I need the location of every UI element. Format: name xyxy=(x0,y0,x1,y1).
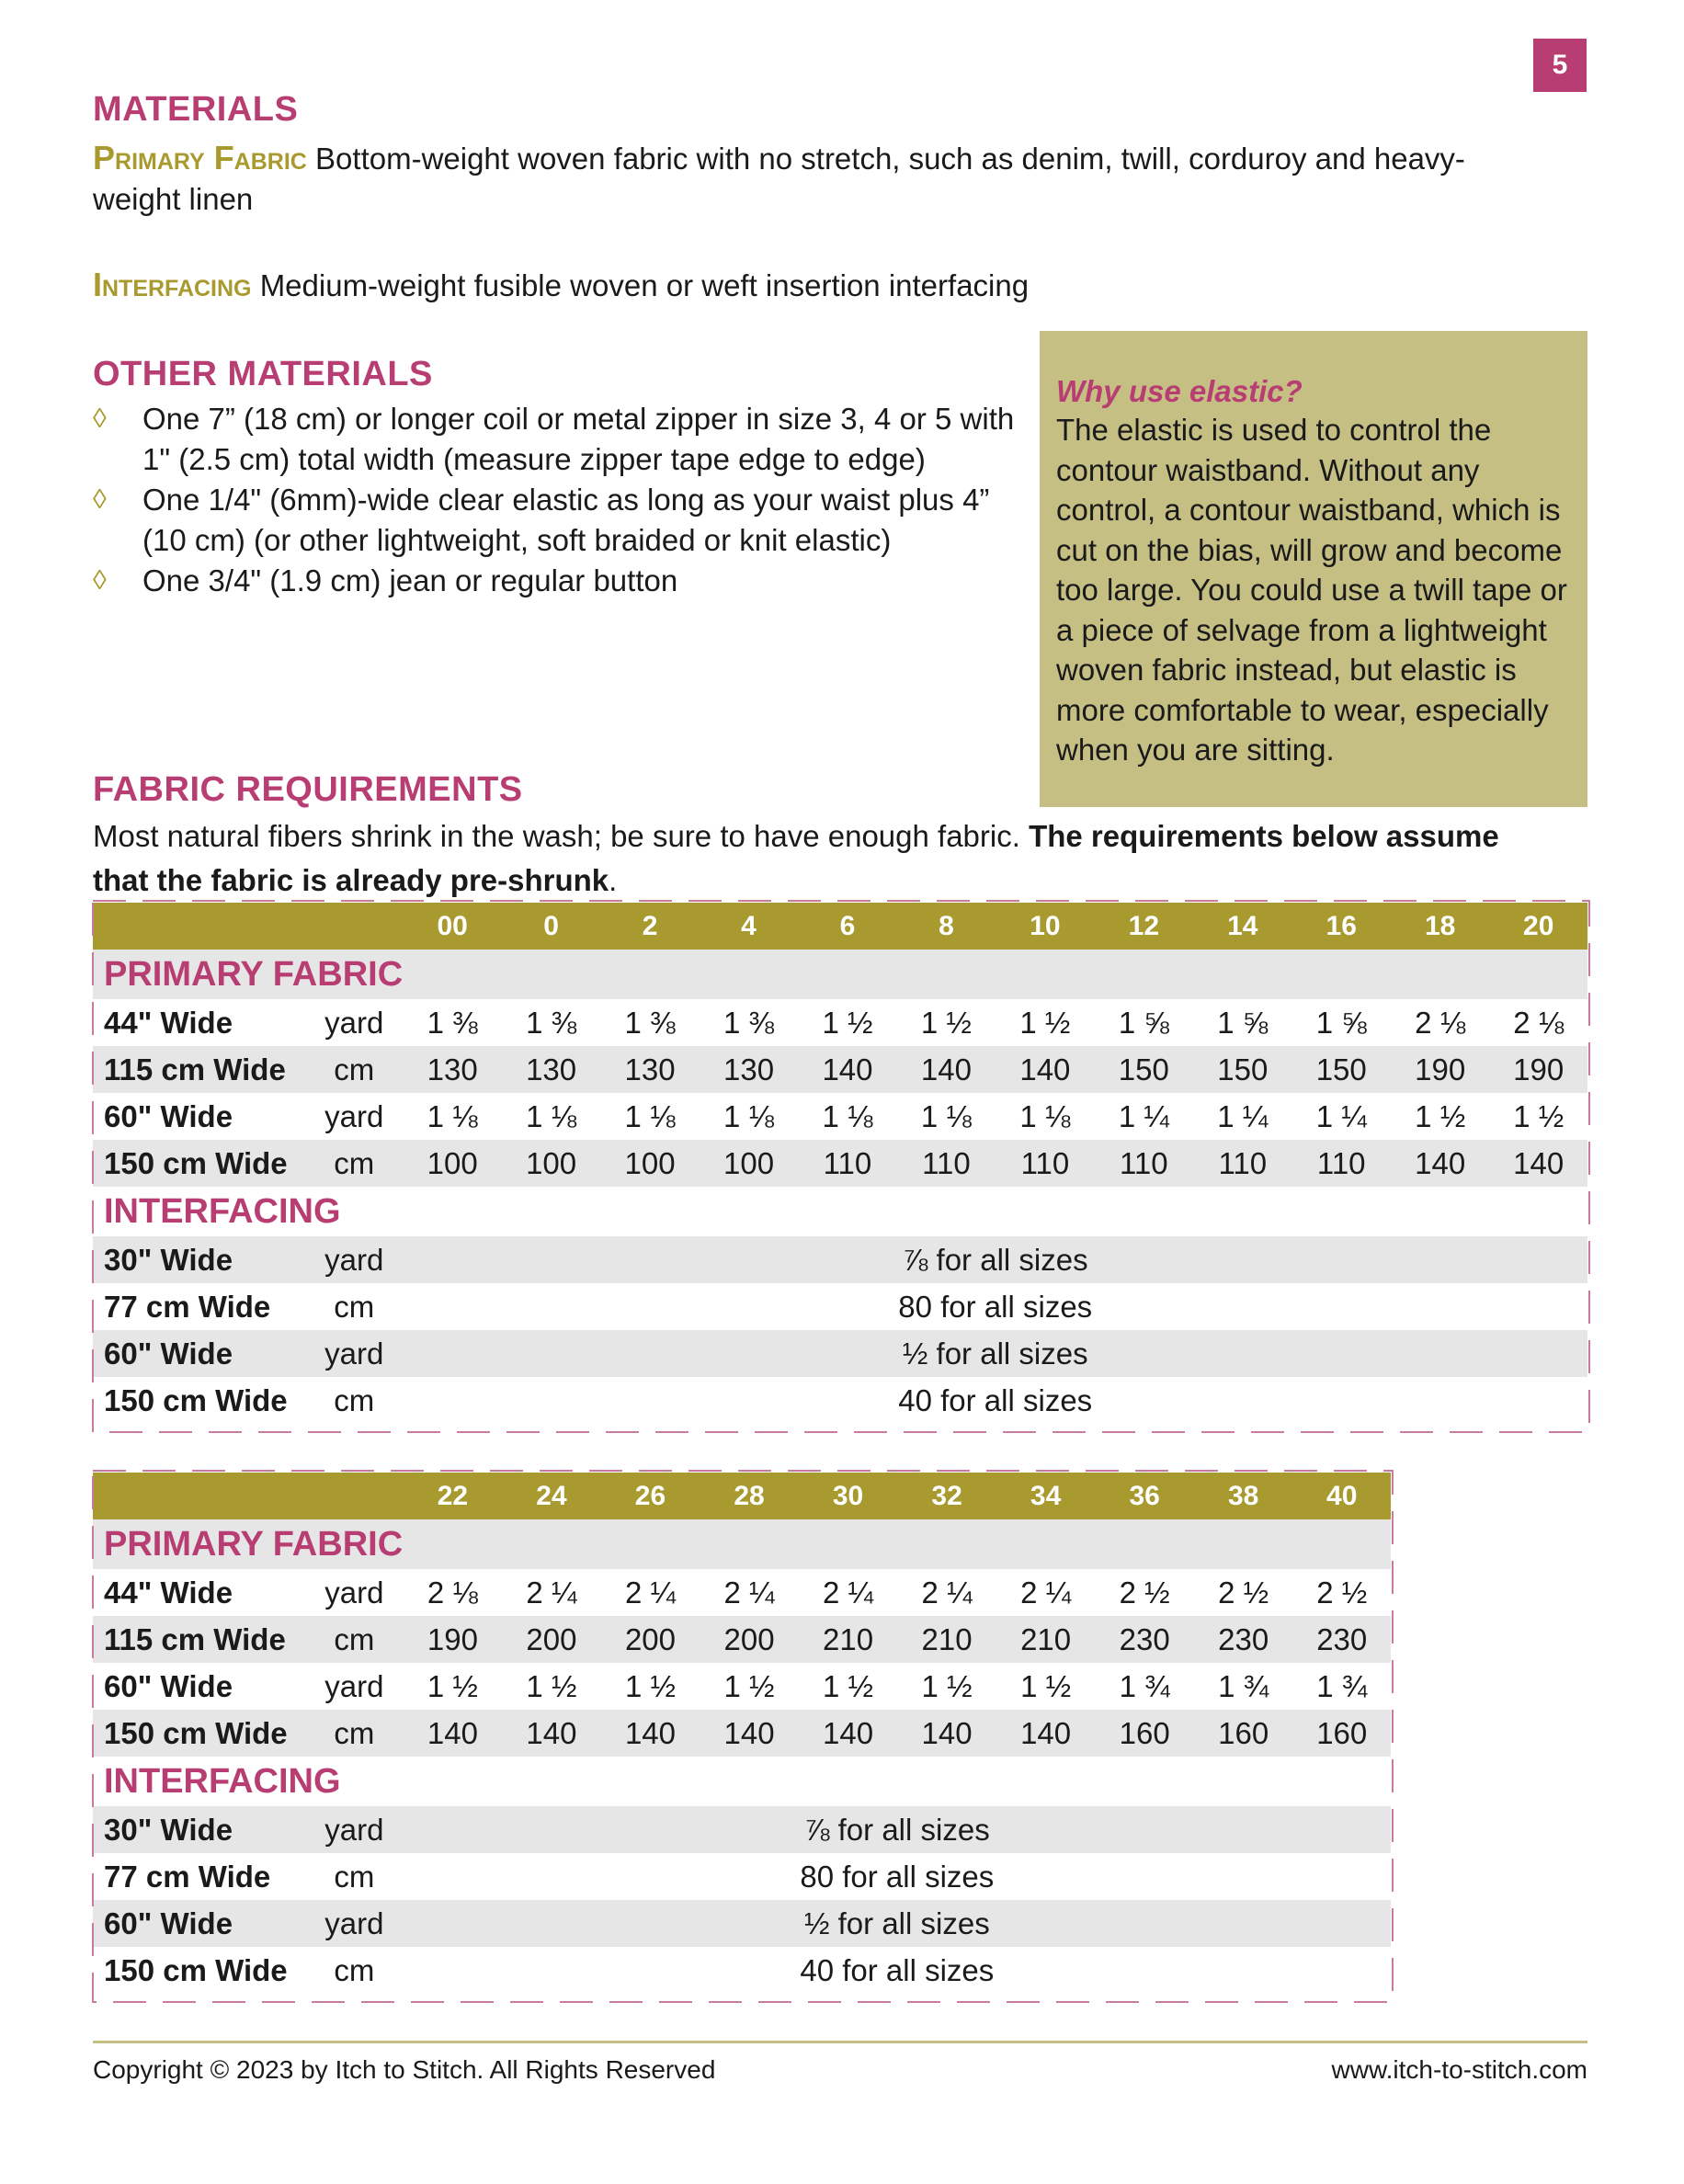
table-row: 60" Wide yard ½ for all sizes xyxy=(93,1900,1391,1947)
size-table-1 xyxy=(93,903,1587,1424)
size-header: 00 xyxy=(403,903,501,950)
size-header: 8 xyxy=(897,903,996,950)
size-header: 6 xyxy=(798,903,896,950)
primary-fabric-text-2: weight linen xyxy=(93,182,254,216)
primary-fabric-description xyxy=(93,138,1582,220)
size-header: 30 xyxy=(799,1473,898,1519)
table-row: 150 cm Wide cm 40 for all sizes xyxy=(104,1952,995,1987)
diamond-bullet-icon: ◊ xyxy=(93,565,107,596)
size-header: 22 xyxy=(404,1473,503,1519)
materials-heading: MATERIALS xyxy=(93,90,299,129)
size-header: 0 xyxy=(502,903,600,950)
size-header: 18 xyxy=(1391,903,1489,950)
primary-fabric-section-row: PRIMARY FABRIC xyxy=(93,1519,1391,1569)
fabric-requirements-intro: Most natural fibers shrink in the wash; be sure to have enough fabric. The requirements below assume that the fabric is already pre-shrunk. xyxy=(93,819,1499,897)
list-item: ◊ One 7” (18 cm) or longer coil or metal zipper in size 3, 4 or 5 with 1" (2.5 cm) total width (measure zipper tape edge to edge) xyxy=(93,399,1040,480)
size-header: 36 xyxy=(1095,1473,1194,1519)
size-header: 24 xyxy=(502,1473,601,1519)
primary-fabric-label: Primary Fabric xyxy=(93,139,307,176)
table-row: 60" Wide yard ½ for all sizes xyxy=(93,1330,1587,1377)
size-header: 4 xyxy=(700,903,798,950)
other-materials-heading: OTHER MATERIALS xyxy=(93,355,433,393)
size-header: 38 xyxy=(1194,1473,1293,1519)
size-header: 16 xyxy=(1292,903,1391,950)
interfacing-text: Medium-weight fusible woven or weft insertion interfacing xyxy=(259,268,1030,302)
page-number-badge: 5 xyxy=(1533,39,1587,92)
table-row: 60" Wide yard 1 ½ 1 ½ 1 ½ 1 ½ 1 ½ 1 ½ 1 ½ 1 ¾ 1 ¾ 1 ¾ xyxy=(104,1668,1368,1703)
footer-divider xyxy=(93,2041,1587,2043)
list-item: ◊ One 1/4" (6mm)-wide clear elastic as long as your waist plus 4” (10 cm) (or other lightweight, soft braided or knit elastic) xyxy=(93,480,1040,561)
footer-website-link[interactable]: www.itch-to-stitch.com xyxy=(1331,2055,1587,2084)
table-row: 150 cm Wide cm 40 for all sizes xyxy=(104,1382,1093,1417)
size-table-2 xyxy=(93,1473,1391,1994)
size-header: 2 xyxy=(600,903,699,950)
table-row: 30" Wide yard ⅞ for all sizes xyxy=(93,1806,1391,1853)
primary-fabric-section-row: PRIMARY FABRIC xyxy=(93,950,1587,999)
primary-fabric-text: Bottom-weight woven fabric with no stretch, such as denim, twill, corduroy and heavy- xyxy=(315,142,1465,176)
why-elastic-sidebar xyxy=(1040,331,1587,807)
table-row: 77 cm Wide cm 80 for all sizes xyxy=(104,1289,1093,1324)
list-item: ◊ One 3/4" (1.9 cm) jean or regular button xyxy=(93,561,1040,601)
table-row: 44" Wide yard 2 ⅛ 2 ¼ 2 ¼ 2 ¼ 2 ¼ 2 ¼ 2 ¼ 2 ½ 2 ½ 2 ½ xyxy=(104,1575,1368,1610)
table-row: 115 cm Wide cm 130 130 130 130 140 140 140 150 150 150 190 190 xyxy=(93,1046,1587,1093)
table-row: 77 cm Wide cm 80 for all sizes xyxy=(104,1859,995,1894)
size-header: 12 xyxy=(1095,903,1193,950)
diamond-bullet-icon: ◊ xyxy=(93,484,107,515)
size-header: 34 xyxy=(996,1473,1096,1519)
size-header: 40 xyxy=(1292,1473,1391,1519)
size-header: 20 xyxy=(1489,903,1587,950)
size-header: 26 xyxy=(601,1473,700,1519)
other-materials-list xyxy=(93,399,1040,601)
sidebar-text: The elastic is used to control the contour waistband. Without any control, a contour waistband, which is cut on the bias, will grow and become too large. You could use a twill tape or a piece of selvage from a lightweight woven fabric instead, but elastic is more comfortable to wear, especially when you are sitting. xyxy=(1056,413,1567,767)
size-header: 10 xyxy=(996,903,1094,950)
table-row: 115 cm Wide cm 190 200 200 200 210 210 210 230 230 230 xyxy=(93,1616,1391,1663)
table-row: 150 cm Wide cm 100 100 100 100 110 110 110 110 110 110 140 140 xyxy=(93,1140,1587,1187)
sidebar-question: Why use elastic? xyxy=(1056,374,1303,408)
interfacing-label: Interfacing xyxy=(93,266,252,303)
footer-copyright: Copyright © 2023 by Itch to Stitch. All Rights Reserved xyxy=(93,2055,716,2084)
fabric-requirements-heading: FABRIC REQUIREMENTS xyxy=(93,770,523,809)
table-row: 150 cm Wide cm 140 140 140 140 140 140 140 160 160 160 xyxy=(93,1710,1391,1757)
interfacing-description xyxy=(93,265,1582,306)
table-row: 44" Wide yard 1 ⅜ 1 ⅜ 1 ⅜ 1 ⅜ 1 ½ 1 ½ 1 ½ 1 ⅝ 1 ⅝ 1 ⅝ 2 ⅛ 2 ⅛ xyxy=(104,1005,1565,1040)
interfacing-section-row: INTERFACING xyxy=(104,1191,341,1231)
size-header: 32 xyxy=(897,1473,996,1519)
size-header-row xyxy=(93,903,1587,950)
interfacing-section-row: INTERFACING xyxy=(104,1761,341,1801)
size-header: 28 xyxy=(700,1473,799,1519)
size-header-row xyxy=(93,1473,1391,1519)
table-row: 30" Wide yard ⅞ for all sizes xyxy=(93,1236,1587,1283)
size-header: 14 xyxy=(1193,903,1291,950)
table-row: 60" Wide yard 1 ⅛ 1 ⅛ 1 ⅛ 1 ⅛ 1 ⅛ 1 ⅛ 1 ⅛ 1 ¼ 1 ¼ 1 ¼ 1 ½ 1 ½ xyxy=(104,1098,1565,1133)
diamond-bullet-icon: ◊ xyxy=(93,404,107,434)
